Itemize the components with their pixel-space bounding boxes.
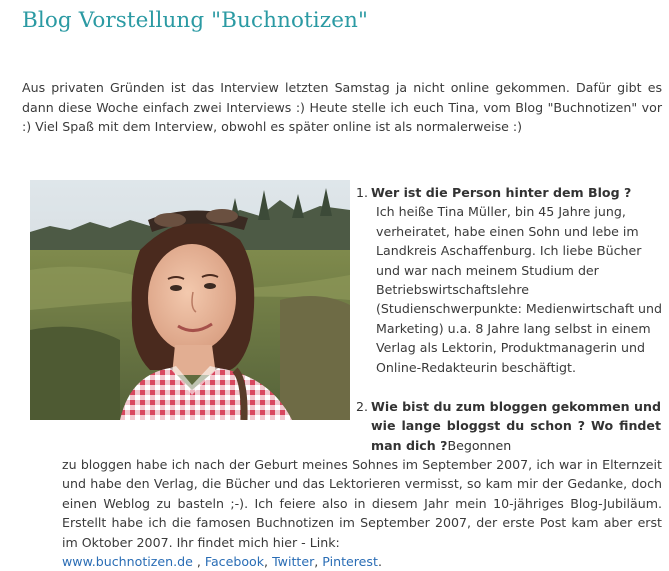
question-text: Wie bist du zum bloggen gekommen und wie lange bloggst du schon ? Wo findet man dich ? [371,399,661,453]
item-body [371,183,663,377]
link-facebook[interactable]: Facebook [204,554,265,570]
item-body [371,397,661,455]
answer-text: Ich heiße Tina Müller, bin 45 Jahre jung, verheiratet, habe einen Sohn und lebe im Landkreis Aschaffenburg. Ich liebe Bücher und war nach meinem Studium der Betriebswirtschaftslehre (Studienschwerpunkte: Medienwirtschaft und Marketing) u.a. 8 Jahre lang selbst in einem Verlag als Lektorin, Produktmanagerin und Online-Redakteurin beschäftigt. [376,204,662,375]
portrait-image [30,180,350,420]
link-twitter[interactable]: Twitter [272,554,315,570]
link-website[interactable]: www.buchnotizen.de [62,554,193,570]
link-pinterest[interactable]: Pinterest [322,554,378,570]
answer-start: Begonnen [447,437,512,453]
post-title: Blog Vorstellung "Buchnotizen" [22,8,368,33]
answer-text: zu bloggen habe ich nach der Geburt meines Sohnes im September 2007, ich war in Elternzeit und habe den Verlag, die Bücher und das Lektorieren vermisst, so kam mir der Gedanke, doch einen Weblog zu basteln ;-). Ich feiere also in diesem Jahr mein 10-jähriges Blog-Jubiläum. Erstellt habe ich die famosen Buchnotizen im September 2007, der erste Post kam aber erst im Oktober 2007. Ihr findet mich hier - Link: www.buchnotizen.de , Facebook, Twitter, Pinterest. [62,457,662,570]
item-number: 1. [356,185,369,200]
answer-body: zu bloggen habe ich nach der Geburt meines Sohnes im September 2007, ich war in Elternzeit und habe den Verlag, die Bücher und das Lektorieren vermisst, so kam mir der Gedanke, doch einen Weblog zu basteln ;-). Ich feiere also in diesem Jahr mein 10-jähriges Blog-Jubiläum. Erstellt habe ich die famosen Buchnotizen im September 2007, der erste Post kam aber erst im Oktober 2007. Ihr findet mich hier - Link: [62,457,662,550]
blogger-photo [30,180,350,420]
item-number: 2. [356,399,369,414]
intro-paragraph: Aus privaten Gründen ist das Interview letzten Samstag ja nicht online gekommen. Dafür gibt es dann diese Woche einfach zwei Interviews :) Heute stelle ich euch Tina, vom Blog "Buchnotizen" vor :) Viel Spaß mit dem Interview, obwohl es später online ist als normalerweise :) [22,80,662,135]
question-text: Wer ist die Person hinter dem Blog ? [371,185,632,200]
